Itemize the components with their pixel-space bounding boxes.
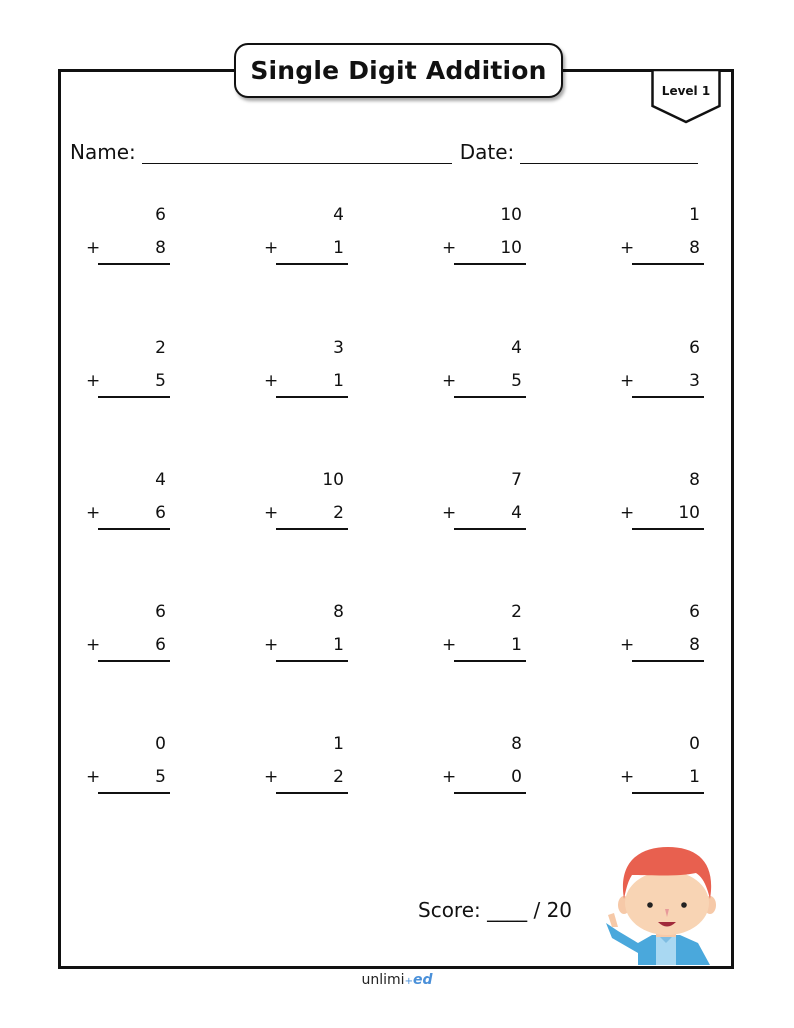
- level-label: Level 1: [661, 84, 711, 98]
- plus-sign: +: [620, 767, 635, 787]
- answer-line[interactable]: [454, 660, 526, 662]
- addend-top: 1: [333, 734, 344, 754]
- addend-bottom: 10: [678, 503, 700, 523]
- addition-problem: [86, 470, 166, 530]
- answer-line[interactable]: [98, 396, 170, 398]
- answer-line[interactable]: [276, 263, 348, 265]
- plus-sign: +: [442, 635, 457, 655]
- addition-problem: [620, 338, 700, 398]
- plus-sign: +: [442, 238, 457, 258]
- date-label: Date:: [459, 140, 515, 164]
- boy-illustration: [598, 843, 718, 965]
- addend-bottom: 8: [689, 238, 700, 258]
- plus-sign: +: [620, 503, 635, 523]
- answer-line[interactable]: [454, 792, 526, 794]
- plus-sign: +: [86, 238, 101, 258]
- addend-bottom: 0: [511, 767, 522, 787]
- answer-line[interactable]: [632, 660, 704, 662]
- level-badge: [651, 70, 721, 124]
- addend-top: 8: [333, 602, 344, 622]
- answer-line[interactable]: [632, 396, 704, 398]
- addition-problem: [442, 205, 522, 265]
- addend-bottom: 5: [155, 371, 166, 391]
- plus-sign: +: [86, 635, 101, 655]
- addend-bottom: 8: [689, 635, 700, 655]
- addition-problem: [86, 205, 166, 265]
- plus-sign: +: [442, 371, 457, 391]
- answer-line[interactable]: [276, 660, 348, 662]
- plus-sign: +: [620, 371, 635, 391]
- addend-bottom: 1: [333, 635, 344, 655]
- answer-line[interactable]: [632, 792, 704, 794]
- answer-line[interactable]: [454, 396, 526, 398]
- addition-problem: [264, 470, 344, 530]
- addition-problem: [442, 734, 522, 794]
- plus-sign: +: [86, 767, 101, 787]
- addend-bottom: 1: [511, 635, 522, 655]
- addition-problem: [264, 338, 344, 398]
- addend-top: 4: [155, 470, 166, 490]
- plus-sign: +: [620, 635, 635, 655]
- addend-top: 6: [155, 205, 166, 225]
- score-blank[interactable]: ____: [487, 898, 528, 922]
- addend-top: 10: [322, 470, 344, 490]
- addend-top: 0: [689, 734, 700, 754]
- addition-problem: [620, 470, 700, 530]
- answer-line[interactable]: [276, 396, 348, 398]
- addend-bottom: 1: [333, 238, 344, 258]
- plus-sign: +: [442, 767, 457, 787]
- plus-sign: +: [442, 503, 457, 523]
- plus-sign: +: [264, 767, 279, 787]
- addition-problem: [86, 734, 166, 794]
- answer-line[interactable]: [98, 528, 170, 530]
- plus-sign: +: [86, 503, 101, 523]
- addend-bottom: 1: [689, 767, 700, 787]
- brand-end: ed: [412, 972, 433, 988]
- answer-line[interactable]: [632, 528, 704, 530]
- score-label: Score:: [418, 898, 481, 922]
- addend-bottom: 2: [333, 767, 344, 787]
- footer-brand: [0, 972, 794, 988]
- addition-problem: [264, 205, 344, 265]
- date-field[interactable]: [520, 141, 698, 164]
- answer-line[interactable]: [632, 263, 704, 265]
- brand-start: unlimi: [361, 972, 405, 988]
- addend-bottom: 10: [500, 238, 522, 258]
- plus-sign: +: [264, 371, 279, 391]
- score-total: / 20: [533, 898, 573, 922]
- plus-sign: +: [264, 238, 279, 258]
- addition-problem: [86, 338, 166, 398]
- addend-bottom: 1: [333, 371, 344, 391]
- addend-top: 0: [155, 734, 166, 754]
- answer-line[interactable]: [276, 528, 348, 530]
- addition-problem: [620, 734, 700, 794]
- addend-bottom: 3: [689, 371, 700, 391]
- addend-bottom: 5: [511, 371, 522, 391]
- score: [418, 898, 572, 922]
- addend-top: 4: [333, 205, 344, 225]
- brand-plus: +: [404, 976, 413, 987]
- addend-bottom: 6: [155, 503, 166, 523]
- addend-bottom: 8: [155, 238, 166, 258]
- plus-sign: +: [620, 238, 635, 258]
- plus-sign: +: [264, 503, 279, 523]
- addition-problem: [442, 338, 522, 398]
- addend-top: 8: [689, 470, 700, 490]
- answer-line[interactable]: [454, 263, 526, 265]
- addition-problem: [264, 734, 344, 794]
- addend-top: 3: [333, 338, 344, 358]
- addend-top: 2: [155, 338, 166, 358]
- addition-problem: [442, 470, 522, 530]
- addend-top: 7: [511, 470, 522, 490]
- answer-line[interactable]: [98, 792, 170, 794]
- answer-line[interactable]: [454, 528, 526, 530]
- addend-top: 6: [689, 338, 700, 358]
- answer-line[interactable]: [98, 263, 170, 265]
- addition-problem: [442, 602, 522, 662]
- addend-top: 1: [689, 205, 700, 225]
- addend-top: 6: [155, 602, 166, 622]
- addend-top: 8: [511, 734, 522, 754]
- answer-line[interactable]: [276, 792, 348, 794]
- addend-bottom: 5: [155, 767, 166, 787]
- plus-sign: +: [86, 371, 101, 391]
- addend-top: 10: [500, 205, 522, 225]
- worksheet-title: Single Digit Addition: [234, 43, 563, 98]
- addend-bottom: 2: [333, 503, 344, 523]
- addition-problem: [620, 205, 700, 265]
- name-date-row: [70, 140, 698, 164]
- addend-bottom: 4: [511, 503, 522, 523]
- plus-sign: +: [264, 635, 279, 655]
- addend-top: 2: [511, 602, 522, 622]
- addend-bottom: 6: [155, 635, 166, 655]
- addition-problem: [86, 602, 166, 662]
- name-label: Name:: [70, 140, 136, 164]
- answer-line[interactable]: [98, 660, 170, 662]
- addend-top: 6: [689, 602, 700, 622]
- addition-problem: [264, 602, 344, 662]
- addition-problem: [620, 602, 700, 662]
- addend-top: 4: [511, 338, 522, 358]
- name-field[interactable]: [142, 141, 452, 164]
